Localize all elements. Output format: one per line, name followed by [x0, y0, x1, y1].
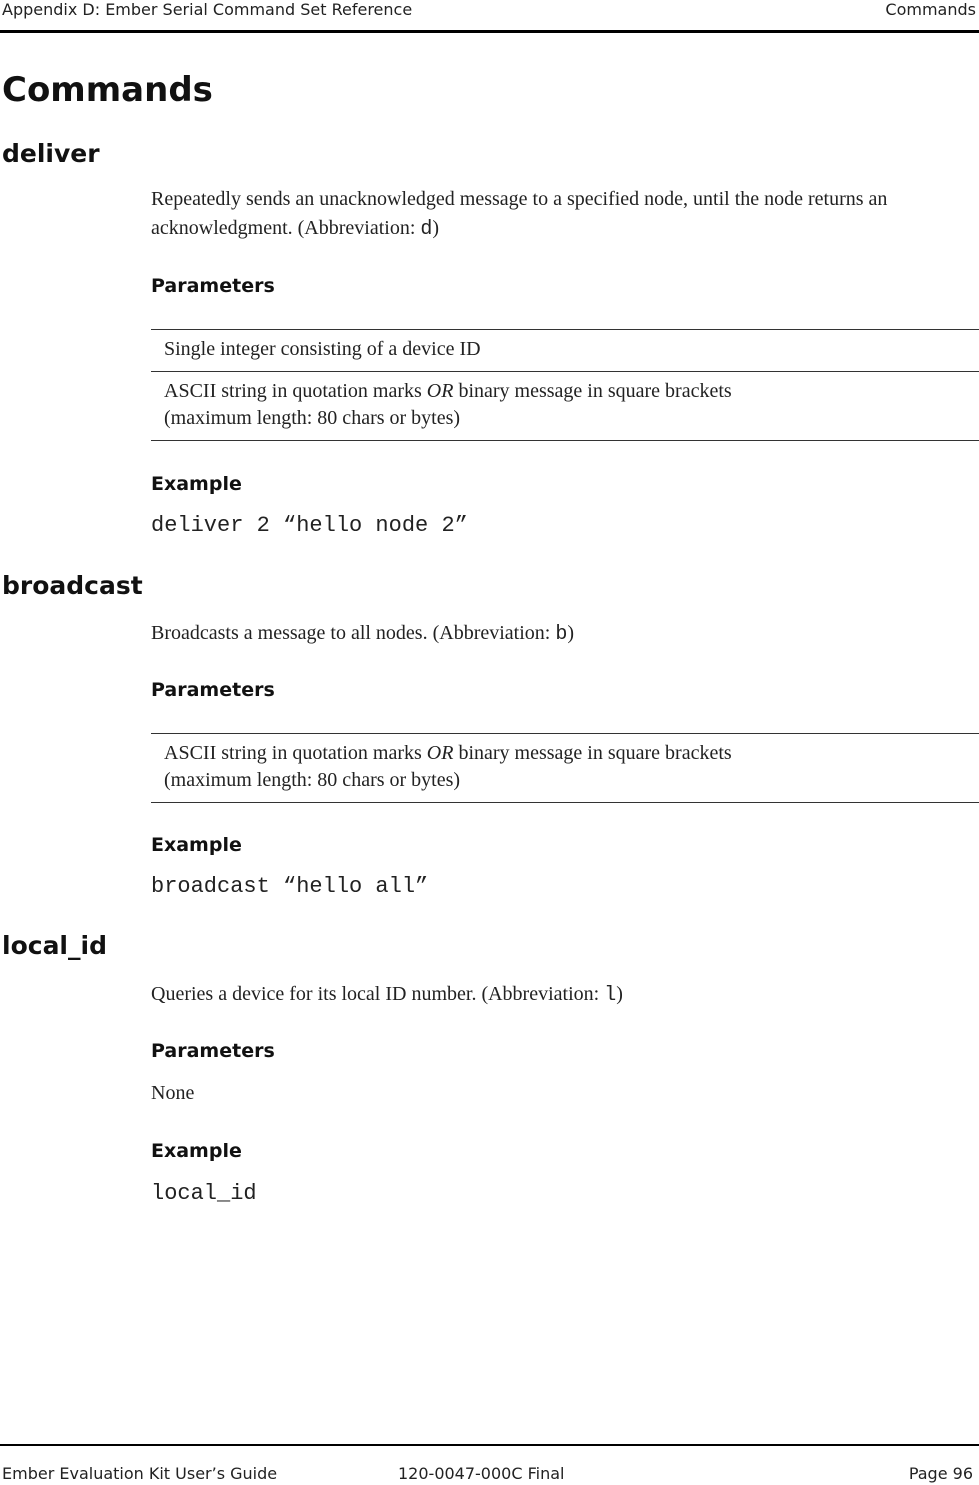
- abbreviation-code: l: [604, 984, 617, 1007]
- page-title: Commands: [2, 70, 213, 110]
- parameters-heading: Parameters: [151, 679, 275, 701]
- parameter-emphasis: OR: [426, 380, 454, 402]
- header-section-title: Appendix D: Ember Serial Command Set Reference: [2, 0, 413, 19]
- abbrev-prefix: (Abbreviation:: [481, 983, 605, 1005]
- parameter-row: [151, 734, 979, 803]
- parameter-emphasis: OR: [426, 742, 454, 764]
- abbrev-prefix: (Abbreviation:: [432, 622, 556, 644]
- parameters-heading: Parameters: [151, 1040, 275, 1062]
- example-code: deliver 2 “hello node 2”: [151, 513, 468, 538]
- command-description-local-id: [151, 980, 971, 1010]
- parameter-text: ASCII string in quotation marks: [164, 380, 427, 402]
- command-description-deliver: [151, 185, 971, 244]
- command-description-broadcast: [151, 619, 971, 649]
- page-header: [0, 0, 979, 33]
- page-footer: [0, 1444, 979, 1485]
- abbrev-suffix: ): [616, 983, 623, 1005]
- footer-page-number: Page 96: [908, 1464, 973, 1483]
- parameters-none: None: [151, 1082, 195, 1104]
- abbrev-prefix: (Abbreviation:: [297, 217, 421, 239]
- description-text: Queries a device for its local ID number.: [151, 983, 477, 1005]
- parameters-table: [151, 733, 979, 803]
- parameter-row: [151, 330, 979, 372]
- example-code: broadcast “hello all”: [151, 874, 429, 899]
- parameter-text: ASCII string in quotation marks: [164, 742, 427, 764]
- parameter-note: (maximum length: 80 chars or bytes): [164, 769, 461, 791]
- abbreviation-code: d: [420, 218, 433, 241]
- command-title-deliver: deliver: [2, 139, 100, 168]
- description-text: Repeatedly sends an unacknowledged message to a specified node, until the node returns an acknowledgment.: [151, 188, 888, 239]
- header-chapter-title: Commands: [885, 0, 976, 19]
- parameter-text: Single integer consisting of a device ID: [164, 338, 481, 360]
- footer-document-title: Ember Evaluation Kit User’s Guide: [2, 1464, 278, 1483]
- abbreviation-code: b: [555, 623, 568, 646]
- parameter-text: binary message in square brackets: [453, 380, 732, 402]
- command-title-broadcast: broadcast: [2, 571, 143, 600]
- abbrev-suffix: ): [432, 217, 440, 239]
- parameter-row: [151, 372, 979, 441]
- example-code: local_id: [151, 1181, 257, 1206]
- description-text: Broadcasts a message to all nodes.: [151, 622, 428, 644]
- example-heading: Example: [151, 834, 242, 856]
- parameter-text: binary message in square brackets: [453, 742, 732, 764]
- example-heading: Example: [151, 1140, 242, 1162]
- command-title-local-id: local_id: [2, 931, 107, 960]
- abbrev-suffix: ): [567, 622, 575, 644]
- example-heading: Example: [151, 473, 242, 495]
- footer-document-number: 120-0047-000C Final: [398, 1464, 565, 1483]
- parameter-note: (maximum length: 80 chars or bytes): [164, 407, 461, 429]
- parameters-heading: Parameters: [151, 275, 275, 297]
- parameters-table: [151, 329, 979, 441]
